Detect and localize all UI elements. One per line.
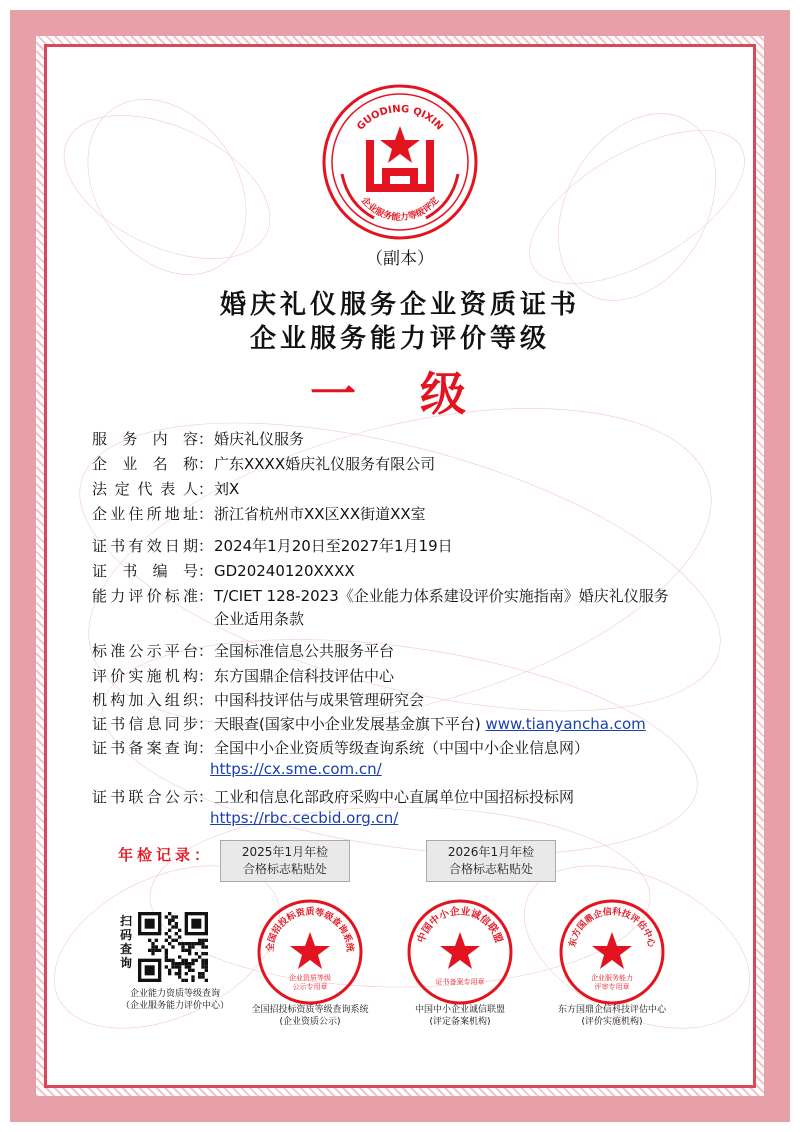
sme-link[interactable]: https://cx.sme.com.cn/ — [210, 760, 382, 778]
row-standard: 能力评价标准：T/CIET 128-2023《企业能力体系建设评价实施指南》婚庆礼仪服务 — [92, 587, 669, 605]
issuer-logo — [322, 84, 478, 240]
info-label: 企业名称 — [92, 455, 198, 473]
info-label: 证书有效日期 — [92, 537, 198, 555]
info-value: T/CIET 128-2023《企业能力体系建设评价实施指南》婚庆礼仪服务 — [214, 587, 669, 605]
row-service-content: 服务内容：婚庆礼仪服务 — [92, 430, 305, 448]
row-sync: 证书信息同步：天眼查(国家中小企业发展基金旗下平台) www.tianyancha.com — [92, 715, 646, 733]
star-icon — [290, 932, 330, 969]
info-value: 2024年1月20日至2027年1月19日 — [214, 537, 453, 555]
seal-caption-2: 中国中小企业诚信联盟 (评定备案机构) — [414, 1005, 505, 1027]
info-value: 刘X — [214, 480, 240, 498]
row-joint: 证书联合公示：工业和信息化部政府采购中心直属单位中国招标投标网 — [92, 788, 575, 806]
svg-text:中国中小企业诚信联盟: 中国中小企业诚信联盟 — [416, 906, 504, 945]
row-evaluator: 评价实施机构：东方国鼎企信科技评估中心 — [92, 667, 395, 685]
info-label: 法定代表人 — [92, 480, 198, 498]
annual-inspection-label: 年检记录： — [118, 846, 214, 864]
row-company-name: 企业名称：广东XXXX婚庆礼仪服务有限公司 — [92, 455, 436, 473]
row-joint-link — [210, 809, 398, 831]
qr-scan-label: 扫码查询 — [120, 914, 133, 970]
info-value: 中国科技评估与成果管理研究会 — [214, 691, 425, 709]
info-value: GD20240120XXXX — [214, 562, 355, 580]
info-value: 全国中小企业资质等级查询系统（中国中小企业信息网） — [214, 739, 590, 757]
svg-text:企业资质等级: 企业资质等级 — [289, 974, 331, 982]
info-value: 天眼查(国家中小企业发展基金旗下平台) — [214, 715, 481, 733]
qr-code-icon[interactable] — [138, 912, 208, 982]
row-record: 证书备案查询：全国中小企业资质等级查询系统（中国中小企业信息网） — [92, 739, 590, 757]
info-label: 标准公示平台 — [92, 642, 198, 660]
svg-text:公示专用章: 公示专用章 — [292, 983, 328, 991]
row-record-link — [210, 760, 382, 782]
info-value: 东方国鼎企信科技评估中心 — [214, 667, 395, 685]
logo-arc-text: GUODING QIXIN — [355, 103, 445, 133]
row-address: 企业住所地址：浙江省杭州市XX区XX街道XX室 — [92, 505, 426, 523]
info-label: 评价实施机构 — [92, 667, 198, 685]
seal-stamp-3 — [558, 898, 666, 1006]
row-member-org: 机构加入组织：中国科技评估与成果管理研究会 — [92, 691, 425, 709]
row-validity: 证书有效日期：2024年1月20日至2027年1月19日 — [92, 537, 453, 555]
star-icon — [440, 932, 480, 969]
copy-label: （副本） — [366, 249, 434, 269]
info-value: 浙江省杭州市XX区XX街道XX室 — [214, 505, 426, 523]
info-label: 证书编号 — [92, 562, 198, 580]
svg-text:全国招投标资质等级查询系统: 全国招投标资质等级查询系统 — [265, 907, 355, 953]
info-label: 机构加入组织 — [92, 691, 198, 709]
info-value: 婚庆礼仪服务 — [214, 430, 305, 448]
certificate-title: 婚庆礼仪服务企业资质证书 — [219, 290, 580, 320]
info-label: 企业住所地址 — [92, 505, 198, 523]
tianyancha-link[interactable]: www.tianyancha.com — [485, 715, 646, 733]
inspection-box-2026: 2026年1月年检 合格标志粘贴处 — [426, 840, 556, 882]
row-platform: 标准公示平台：全国标准信息公共服务平台 — [92, 642, 395, 660]
qr-caption: 企业能力资质等级查询 （企业服务能力评价中心） — [120, 989, 229, 1011]
info-value: 广东XXXX婚庆礼仪服务有限公司 — [214, 455, 436, 473]
grade-level: 一 级 — [309, 367, 490, 421]
info-label: 证书备案查询 — [92, 739, 198, 757]
cecbid-link[interactable]: https://rbc.cecbid.org.cn/ — [210, 809, 399, 827]
row-cert-no: 证书编号：GD20240120XXXX — [92, 562, 355, 580]
seal-stamp-1 — [256, 898, 364, 1006]
seal-stamp-2 — [406, 898, 514, 1006]
info-value: 全国标准信息公共服务平台 — [214, 642, 395, 660]
info-value-continued: 企业适用条款 — [214, 610, 305, 628]
seal-caption-3: 东方国鼎企信科技评估中心 (评价实施机构) — [557, 1005, 666, 1027]
seal-caption-1: 全国招投标资质等级查询系统 (企业资质公示) — [251, 1005, 369, 1027]
row-legal-rep: 法定代表人：刘X — [92, 480, 240, 498]
star-icon — [592, 932, 632, 969]
info-label: 服务内容 — [92, 430, 198, 448]
svg-text:评审专用章: 评审专用章 — [594, 983, 630, 991]
info-label: 证书联合公示 — [92, 788, 198, 806]
logo-bottom-text: 企业服务能力等级评定 — [358, 195, 442, 224]
info-label: 证书信息同步 — [92, 715, 198, 733]
info-label: 能力评价标准 — [92, 587, 198, 605]
row-standard-cont — [214, 608, 304, 630]
inspection-box-2025: 2025年1月年检 合格标志粘贴处 — [220, 840, 350, 882]
svg-text:证书备案专用章: 证书备案专用章 — [435, 978, 485, 986]
svg-text:东方国鼎企信科技评估中心: 东方国鼎企信科技评估中心 — [568, 907, 656, 949]
svg-text:企业服务能力: 企业服务能力 — [591, 974, 633, 982]
certificate-subtitle: 企业服务能力评价等级 — [249, 324, 550, 354]
info-value: 工业和信息化部政府采购中心直属单位中国招标投标网 — [214, 788, 575, 806]
